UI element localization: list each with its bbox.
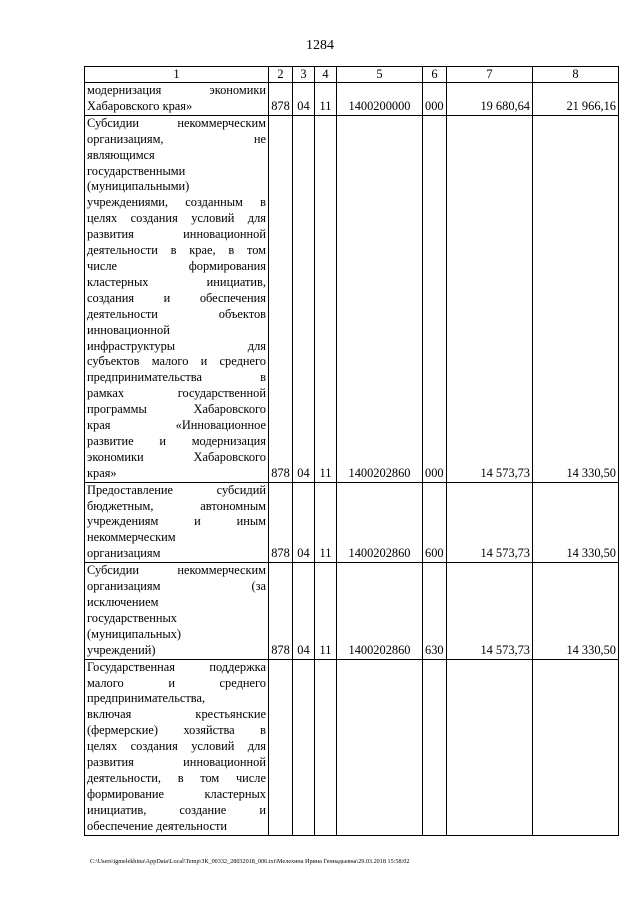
- description-line: (фермерские) хозяйства в: [87, 723, 266, 738]
- description-line: бюджетным, автономным: [87, 498, 266, 513]
- description-line: организациям, не: [87, 131, 266, 146]
- description-line: модернизация экономики: [87, 83, 266, 97]
- expense-type-cell: 600: [423, 482, 447, 563]
- description-line: учреждений): [87, 642, 156, 657]
- target-article-cell: 1400202860: [337, 115, 423, 482]
- description-line: развития инновационной: [87, 755, 266, 770]
- description-line: деятельности объектов: [87, 306, 266, 321]
- ministry-code-cell: 878: [269, 563, 293, 659]
- description-line: программы Хабаровского: [87, 402, 266, 417]
- expense-type-cell: 000: [423, 83, 447, 116]
- table-header-row: [85, 67, 619, 83]
- ministry-code-cell: 878: [269, 115, 293, 482]
- description-line: деятельности, в том числе: [87, 770, 266, 785]
- description-line: инновационной: [87, 322, 170, 337]
- table-row: [85, 115, 619, 482]
- expense-type-cell: 000: [423, 115, 447, 482]
- description-line: развития инновационной: [87, 227, 266, 242]
- description-line: экономики Хабаровского: [87, 449, 266, 464]
- table-row: [85, 482, 619, 563]
- description-line: деятельности в крае, в том: [87, 243, 266, 258]
- description-line: государственными: [87, 163, 186, 178]
- description-line: формирование кластерных: [87, 786, 266, 801]
- expense-type-cell: 630: [423, 563, 447, 659]
- page-number: 1284: [306, 38, 334, 53]
- section-code-cell: 04: [293, 563, 315, 659]
- table-row: [85, 83, 619, 116]
- description-line: целях создания условий для: [87, 739, 266, 754]
- amount-year2-cell: 21 966,16: [533, 83, 619, 116]
- description-line: развитие и модернизация: [87, 433, 266, 448]
- description-line: исключением: [87, 595, 159, 609]
- description-line: учреждениям и иным: [87, 514, 266, 529]
- description-line: инициатив, создание и: [87, 802, 266, 817]
- subsection-code-cell: [315, 659, 337, 835]
- target-article-cell: 1400200000: [337, 83, 423, 116]
- amount-year2-cell: 14 330,50: [533, 482, 619, 563]
- description-line: края «Инновационное: [87, 418, 266, 433]
- amount-year1-cell: 14 573,73: [447, 482, 533, 563]
- description-line: Субсидии некоммерческим: [87, 115, 266, 130]
- row-description: [85, 563, 269, 659]
- ministry-code-cell: 878: [269, 482, 293, 563]
- column-header: 8: [533, 67, 619, 83]
- target-article-cell: [337, 659, 423, 835]
- description-line: организациям (за: [87, 579, 266, 594]
- row-description: [85, 482, 269, 563]
- description-line: государственных: [87, 610, 178, 625]
- description-line: рамках государственной: [87, 386, 266, 401]
- amount-year2-cell: 14 330,50: [533, 115, 619, 482]
- description-line: Предоставление субсидий: [87, 482, 266, 497]
- row-description: [85, 115, 269, 482]
- row-description: [85, 659, 269, 835]
- amount-year1-cell: 19 680,64: [447, 83, 533, 116]
- target-article-cell: 1400202860: [337, 482, 423, 563]
- subsection-code-cell: 11: [315, 563, 337, 659]
- description-line: организациям: [87, 546, 161, 561]
- description-line: Хабаровского края»: [87, 98, 193, 113]
- subsection-code-cell: 11: [315, 482, 337, 563]
- subsection-code-cell: 11: [315, 115, 337, 482]
- description-line: числе формирования: [87, 258, 266, 273]
- column-header: 6: [423, 67, 447, 83]
- section-code-cell: 04: [293, 482, 315, 563]
- description-line: Государственная поддержка: [87, 659, 266, 674]
- column-header: 3: [293, 67, 315, 83]
- description-line: создания и обеспечения: [87, 290, 266, 305]
- description-line: включая крестьянские: [87, 707, 266, 722]
- target-article-cell: 1400202860: [337, 563, 423, 659]
- description-line: (муниципальными): [87, 179, 190, 194]
- description-line: края»: [87, 465, 117, 480]
- description-line: обеспечение деятельности: [87, 818, 227, 833]
- description-line: Субсидии некоммерческим: [87, 563, 266, 578]
- ministry-code-cell: 878: [269, 83, 293, 116]
- amount-year1-cell: 14 573,73: [447, 115, 533, 482]
- column-header: 1: [85, 67, 269, 83]
- amount-year1-cell: 14 573,73: [447, 563, 533, 659]
- description-line: кластерных инициатив,: [87, 274, 266, 289]
- section-code-cell: [293, 659, 315, 835]
- description-line: целях создания условий для: [87, 211, 266, 226]
- amount-year2-cell: 14 330,50: [533, 563, 619, 659]
- section-code-cell: 04: [293, 115, 315, 482]
- column-header: 2: [269, 67, 293, 83]
- description-line: субъектов малого и среднего: [87, 354, 266, 369]
- description-line: (муниципальных): [87, 626, 182, 641]
- description-line: инфраструктуры для: [87, 338, 266, 353]
- column-header: 5: [337, 67, 423, 83]
- footer-file-path: C:\Users\igmelekhina\AppData\Local\Temp\ЗК_00332_28032018_006.txt\Мелехина Ирина Геннадьевна\29.03.2018 15:58:02: [90, 858, 410, 865]
- column-header: 7: [447, 67, 533, 83]
- description-line: являющимся: [87, 147, 155, 162]
- description-line: предпринимательства,: [87, 691, 206, 706]
- ministry-code-cell: [269, 659, 293, 835]
- budget-table: [84, 66, 619, 836]
- amount-year2-cell: [533, 659, 619, 835]
- description-line: малого и среднего: [87, 675, 266, 690]
- table-row: [85, 659, 619, 835]
- description-line: учреждениями, созданным в: [87, 195, 266, 210]
- column-header: 4: [315, 67, 337, 83]
- expense-type-cell: [423, 659, 447, 835]
- subsection-code-cell: 11: [315, 83, 337, 116]
- amount-year1-cell: [447, 659, 533, 835]
- description-line: некоммерческим: [87, 530, 176, 545]
- description-line: предпринимательства в: [87, 370, 266, 385]
- table-row: [85, 563, 619, 659]
- section-code-cell: 04: [293, 83, 315, 116]
- row-description: [85, 83, 269, 116]
